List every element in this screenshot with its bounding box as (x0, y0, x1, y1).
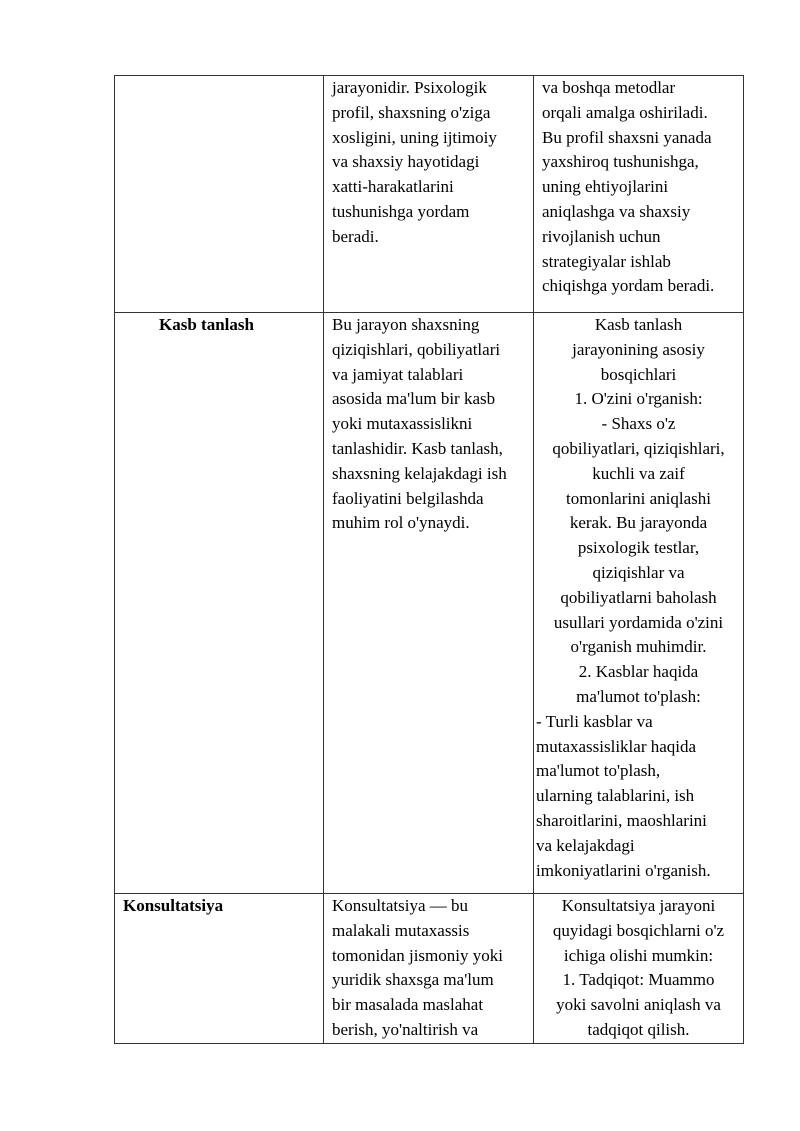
table-row (115, 894, 744, 1044)
definition-text: Bu jarayon shaxsning qiziqishlari, qobiliyatlari va jamiyat talablari asosida ma'lum bir kasb yoki mutaxassislikni tanlashidir. Kasb tanlash, shaxsning kelajakdagi ish faoliyatini belgilashda muhim rol o'ynaydi. (332, 315, 507, 533)
term-cell (115, 894, 324, 1044)
content-table (114, 75, 744, 1044)
term-cell (115, 76, 324, 313)
table-row (115, 313, 744, 894)
term-cell (115, 313, 324, 894)
term-label: Kasb tanlash (159, 315, 254, 334)
details-text: va boshqa metodlar orqali amalga oshiriladi. Bu profil shaxsni yanada yaxshiroq tushunishga, uning ehtiyojlarini aniqlashga va shaxsiy rivojlanish uchun strategiyalar ishlab chiqishga yordam beradi. (542, 78, 715, 296)
details-text: Konsultatsiya jarayoni quyidagi bosqichlarni o'z ichiga olishi mumkin: 1. Tadqiqot: Muammo yoki savolni aniqlash va tadqiqot qilish. (552, 896, 725, 1039)
definition-cell (324, 313, 534, 894)
details-cell (534, 894, 744, 1044)
definition-cell (324, 76, 534, 313)
definition-text: jarayonidir. Psixologik profil, shaxsning o'ziga xosligini, uning ijtimoiy va shaxsiy hayotidagi xatti-harakatlarini tushunishga yordam beradi. (332, 78, 497, 246)
table-row (115, 76, 744, 313)
term-label: Konsultatsiya (123, 896, 224, 915)
details-text-centered: Kasb tanlash jarayonining asosiy bosqichlari 1. O'zini o'rganish: - Shaxs o'z qobiliyatlari, qiziqishlari, kuchli va zaif tomonlarini aniqlashi kerak. Bu jarayonda psixologik testlar, qiziqishlar va qobiliyatlarni baholash usullari yordamida o'zini o'rganish muhimdir. 2. Kasblar haqida ma'lumot to'plash: (552, 315, 725, 706)
definition-cell (324, 894, 534, 1044)
details-cell (534, 313, 744, 894)
details-text-left: - Turli kasblar va mutaxassisliklar haqida ma'lumot to'plash, ularning talablarini, ish sharoitlarini, maoshlarini va kelajakdagi imkoniyatlarini o'rganish. (536, 711, 711, 880)
definition-text: Konsultatsiya — bu malakali mutaxassis tomonidan jismoniy yoki yuridik shaxsga ma'lum bir masalada maslahat berish, yo'naltirish va (332, 896, 503, 1039)
details-cell (534, 76, 744, 313)
